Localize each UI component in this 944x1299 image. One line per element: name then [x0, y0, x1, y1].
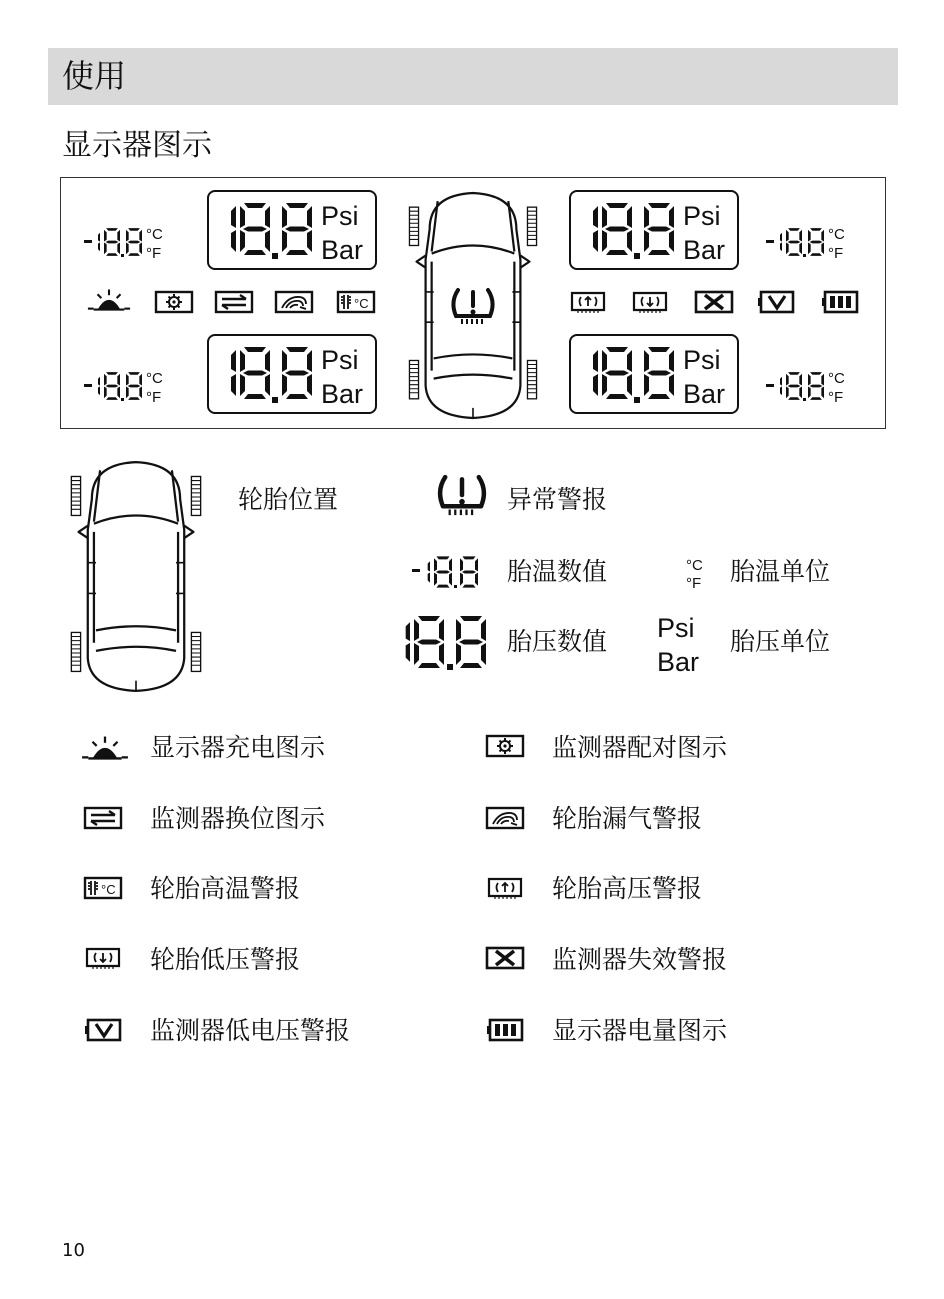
unit-bar: Bar: [657, 647, 700, 677]
legend-right-item: 轮胎高压警报: [552, 874, 703, 903]
svg-text:°F: °F: [828, 389, 844, 406]
pressure-readout-rear-right: [570, 335, 738, 413]
charging-icon: [88, 289, 130, 309]
tpms-warning-icon: [453, 290, 492, 324]
svg-text:°F: °F: [828, 245, 844, 262]
swap-icon: [82, 806, 124, 830]
temp-readout-rear-left: [84, 370, 163, 406]
pairing-icon: [156, 292, 192, 312]
tire-pressure-value-sample: [384, 612, 492, 672]
svg-text:°C: °C: [146, 226, 163, 243]
charging-icon: [80, 734, 130, 762]
low-voltage-icon: [758, 292, 793, 312]
temp-readout-front-left: [84, 226, 163, 262]
svg-text:Psi: Psi: [321, 201, 359, 231]
svg-text:Psi: Psi: [683, 201, 721, 231]
temp-unit-icon: [684, 554, 708, 594]
leak-icon: [276, 292, 312, 312]
svg-text:Bar: Bar: [683, 379, 726, 409]
svg-text:Bar: Bar: [321, 235, 364, 265]
legend-left-item: 轮胎低压警报: [150, 945, 301, 974]
pressure-readout-rear-left: [208, 335, 376, 413]
high-pressure-icon: [572, 293, 604, 313]
leak-icon: [484, 806, 526, 830]
subtitle: 显示器图示: [62, 128, 212, 163]
svg-text:°C: °C: [828, 226, 845, 243]
abnormal-alarm-label: 异常警报: [507, 485, 608, 514]
legend-left-item: 轮胎高温警报: [150, 874, 301, 903]
svg-text:°C: °C: [828, 370, 845, 387]
legend-right-item: 监测器配对图示: [552, 733, 728, 762]
svg-text:°F: °F: [146, 389, 162, 406]
svg-text:Psi: Psi: [683, 345, 721, 375]
pressure-readout-front-right: [570, 191, 738, 269]
low-voltage-icon: [82, 1018, 124, 1042]
battery-icon: [484, 1018, 526, 1042]
svg-text:°C: °C: [686, 557, 703, 574]
high-temp-icon: [338, 292, 374, 312]
tire-temp-unit-label: 胎温单位: [730, 557, 831, 586]
unit-psi: Psi: [657, 613, 695, 643]
svg-text:°C: °C: [146, 370, 163, 387]
high-temp-icon: [82, 876, 124, 900]
tire-temp-value-sample: [412, 552, 490, 592]
svg-text:Bar: Bar: [321, 379, 364, 409]
svg-text:°F: °F: [686, 575, 702, 592]
low-pressure-icon: [82, 946, 124, 970]
legend-right-item: 显示器电量图示: [552, 1016, 728, 1045]
tire-temp-value-label: 胎温数值: [507, 557, 608, 586]
pressure-readout-front-left: [208, 191, 376, 269]
temp-readout-front-right: [766, 226, 845, 262]
section-header-bar: [48, 48, 898, 105]
svg-text:Psi: Psi: [321, 345, 359, 375]
temp-readout-rear-right: [766, 370, 845, 406]
abnormal-alarm-icon: [434, 472, 490, 518]
svg-text:°F: °F: [146, 245, 162, 262]
legend-right-item: 轮胎漏气警报: [552, 804, 703, 833]
tire-pressure-value-label: 胎压数值: [507, 627, 608, 656]
section-title: 使用: [62, 57, 127, 95]
legend-left-item: 监测器换位图示: [150, 804, 326, 833]
battery-icon: [822, 292, 857, 312]
svg-text:Bar: Bar: [683, 235, 726, 265]
page-number: 10: [62, 1240, 85, 1261]
sensor-fail-icon: [484, 946, 526, 970]
pairing-icon: [484, 734, 526, 758]
high-pressure-icon: [484, 876, 526, 900]
legend-left-item: 监测器低电压警报: [150, 1016, 351, 1045]
sensor-fail-icon: [696, 292, 732, 312]
tire-position-car-icon: [58, 458, 214, 694]
legend-right-item: 监测器失效警报: [552, 945, 728, 974]
low-pressure-icon: [634, 293, 666, 313]
tire-position-label: 轮胎位置: [238, 485, 339, 514]
legend-left-item: 显示器充电图示: [150, 733, 326, 762]
swap-icon: [216, 292, 252, 312]
tire-pressure-unit-label: 胎压单位: [730, 627, 831, 656]
display-panel-graphics: [60, 177, 886, 429]
